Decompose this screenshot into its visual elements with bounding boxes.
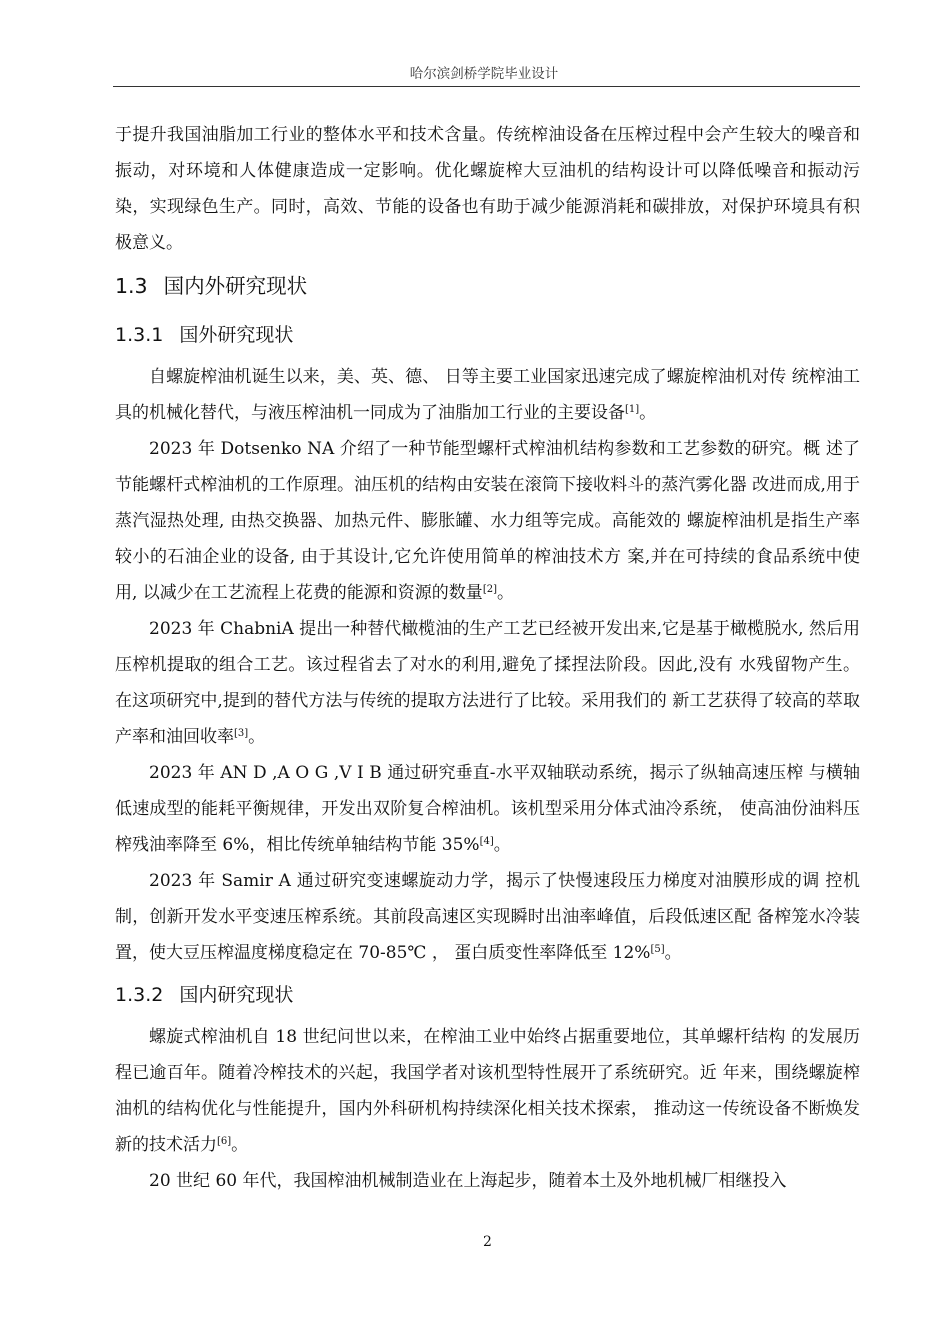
page-number: 2 — [483, 1234, 492, 1250]
intro-paragraph: 于提升我国油脂加工行业的整体水平和技术含量。传统榨油设备在压榨过程中会产生较大的噪音和振动，对环境和人体健康造成一定影响。优化螺旋榨大豆油机的结构设计可以降低噪音和振动污染，实现绿色生产。同时，高效、节能的设备也有助于减少能源消耗和碳排放，对保护环境具有积极意义。 — [115, 125, 860, 253]
paragraph-text: 自螺旋榨油机诞生以来，美、英、德、 日等主要工业国家迅速完成了螺旋榨油机对传 统榨油工具的机械化替代，与液压榨油机一同成为了油脂加工行业的主要设备 — [115, 367, 860, 423]
citation-ref: [5] — [650, 944, 665, 955]
paragraph-text: 2023 年 ChabniA 提出一种替代橄榄油的生产工艺已经被开发出来,它是基于橄榄脱水, 然后用压榨机提取的组合工艺。该过程省去了对水的利用,避免了揉捏法阶段。因此,没有 水残留物产生。在这项研究中,提到的替代方法与传统的提取方法进行了比较。采用我们的 新工艺获得了较高的萃取产率和油回收率 — [115, 619, 860, 747]
subsection-number: 1.3.1 — [115, 324, 164, 346]
document-body — [115, 117, 860, 1199]
paragraph-text: 2023 年 AN D ,A O G ,V I B 通过研究垂直-水平双轴联动系统，揭示了纵轴高速压榨 与横轴低速成型的能耗平衡规律，开发出双阶复合榨油机。该机型采用分体式油冷系统， 使高油份油料压榨残油率降至 6%，相比传统单轴结构节能 35% — [115, 763, 860, 855]
paragraph-end: 。 — [231, 1135, 249, 1155]
paragraph-text: 螺旋式榨油机自 18 世纪问世以来，在榨油工业中始终占据重要地位，其单螺杆结构 的发展历程已逾百年。随着冷榨技术的兴起，我国学者对该机型特性展开了系统研究。近 年来，围绕螺旋榨油机的结构优化与性能提升，国内外科研机构持续深化相关技术探索， 推动这一传统设备不断焕发新的技术活力 — [115, 1027, 860, 1155]
paragraph-6 — [115, 1019, 860, 1163]
paragraph-text: 2023 年 Dotsenko NA 介绍了一种节能型螺杆式榨油机结构参数和工艺参数的研究。概 述了节能螺杆式榨油机的工作原理。油压机的结构由安装在滚筒下接收料斗的蒸汽雾化器 改进而成,用于蒸汽湿热处理, 由热交换器、加热元件、膨胀罐、水力组等完成。高能效的 螺旋榨油机是指生产率较小的石油企业的设备, 由于其设计,它允许使用简单的榨油技术方 案,并在可持续的食品系统中使用, 以减少在工艺流程上花费的能源和资源的数量 — [115, 439, 860, 603]
page-header: 哈尔滨剑桥学院毕业设计 — [409, 66, 559, 82]
paragraph-end: 。 — [639, 403, 657, 423]
subsection-number: 1.3.2 — [115, 984, 164, 1006]
paragraph-end: 。 — [496, 583, 514, 603]
paragraph-end: 。 — [664, 943, 682, 963]
citation-ref: [4] — [479, 836, 494, 847]
citation-ref: [1] — [625, 404, 640, 415]
subsection-heading-1-3-2 — [115, 971, 860, 1019]
paragraph-end: 。 — [248, 727, 266, 747]
paragraph-text: 20 世纪 60 年代，我国榨油机械制造业在上海起步，随着本土及外地机械厂相继投入 — [149, 1171, 787, 1191]
subsection-title: 国外研究现状 — [179, 324, 294, 346]
paragraph-2 — [115, 431, 860, 611]
subsection-title: 国内研究现状 — [179, 984, 294, 1006]
section-title: 国内外研究现状 — [163, 274, 308, 298]
paragraph-3 — [115, 611, 860, 755]
section-heading-1-3 — [115, 261, 860, 311]
paragraph-7 — [115, 1163, 860, 1199]
section-number: 1.3 — [115, 274, 148, 298]
citation-ref: [3] — [234, 728, 249, 739]
subsection-heading-1-3-1 — [115, 311, 860, 359]
paragraph-text: 2023 年 Samir A 通过研究变速螺旋动力学，揭示了快慢速段压力梯度对油膜形成的调 控机制，创新开发水平变速压榨系统。其前段高速区实现瞬时出油率峰值，后段低速区配 备榨笼水冷装置，使大豆压榨温度梯度稳定在 70-85℃ ， 蛋白质变性率降低至 12% — [115, 871, 860, 963]
paragraph-1 — [115, 359, 860, 431]
citation-ref: [2] — [482, 584, 497, 595]
citation-ref: [6] — [217, 1136, 232, 1147]
paragraph-end: 。 — [493, 835, 511, 855]
paragraph-4 — [115, 755, 860, 863]
header-rule — [113, 86, 860, 87]
paragraph-5 — [115, 863, 860, 971]
